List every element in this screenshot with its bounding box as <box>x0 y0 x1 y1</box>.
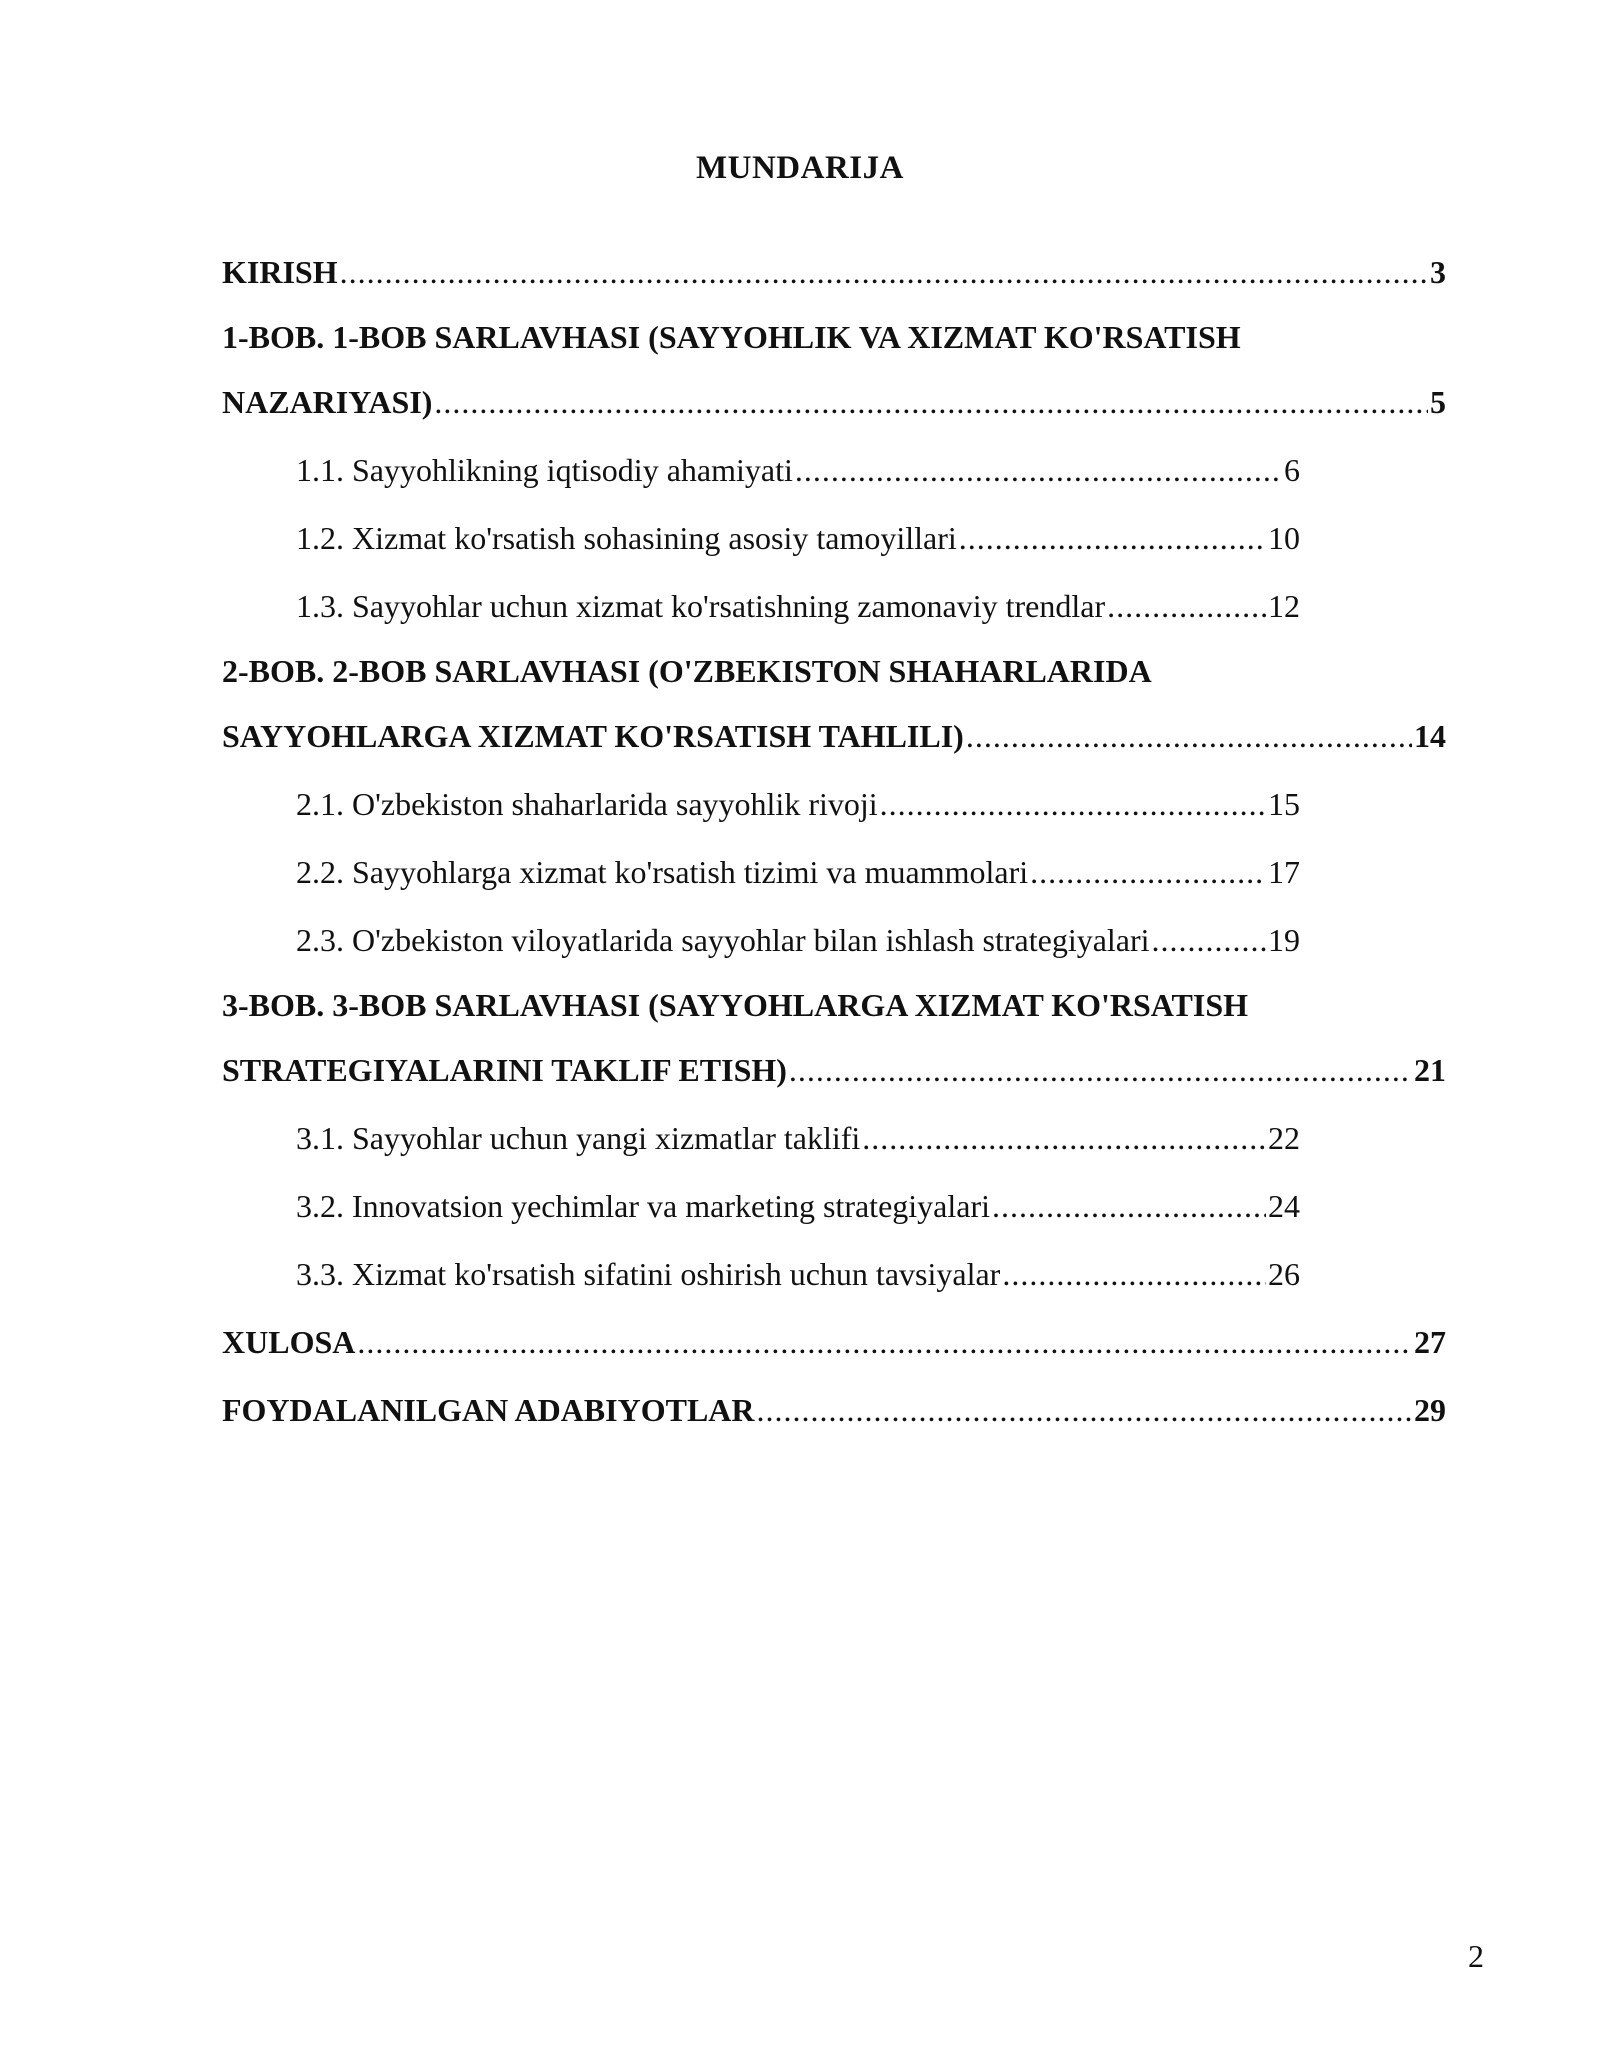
toc-entry-kirish[interactable] <box>222 238 1446 306</box>
toc-entry-label: 3.2. Innovatsion yechimlar va marketing strategiyalari <box>296 1188 990 1224</box>
toc-page-number: 29 <box>1414 1392 1446 1428</box>
toc-page-number: 12 <box>1268 588 1300 624</box>
toc-entry-label: 1.3. Sayyohlar uchun xizmat ko'rsatishning zamonaviy trendlar <box>296 588 1106 624</box>
toc-entry-label: 1.2. Xizmat ko'rsatish sohasining asosiy tamoyillari <box>296 520 957 556</box>
toc-page-number: 10 <box>1268 520 1300 556</box>
page-number: 2 <box>1468 1938 1484 1974</box>
toc-entry-chapter-3-line1[interactable] <box>222 974 1446 1036</box>
toc-page-number: 27 <box>1414 1324 1446 1360</box>
toc-page-number: 24 <box>1268 1188 1300 1224</box>
dot-leader <box>434 368 1428 436</box>
dot-leader <box>862 1104 1266 1172</box>
toc-entry-label: 1-BOB. 1-BOB SARLAVHASI (SAYYOHLIK VA XIZMAT KO'RSATISH <box>222 319 1241 355</box>
dot-leader <box>789 1036 1412 1104</box>
toc-page-number: 26 <box>1268 1256 1300 1292</box>
toc-page-number: 5 <box>1430 384 1446 420</box>
dot-leader <box>1152 906 1266 974</box>
toc-entry-label: 3.3. Xizmat ko'rsatish sifatini oshirish uchun tavsiyalar <box>296 1256 1001 1292</box>
toc-entry-1-1[interactable] <box>222 436 1300 504</box>
toc-entry-label: XULOSA <box>222 1324 356 1360</box>
dot-leader <box>340 238 1428 306</box>
toc-entry-2-3[interactable] <box>222 906 1300 974</box>
toc-entry-label: 2-BOB. 2-BOB SARLAVHASI (O'ZBEKISTON SHAHARLARIDA <box>222 653 1152 689</box>
toc-entry-label: 3.1. Sayyohlar uchun yangi xizmatlar taklifi <box>296 1120 861 1156</box>
toc-entry-chapter-2[interactable] <box>222 702 1446 770</box>
toc-entry-label: SAYYOHLARGA XIZMAT KO'RSATISH TAHLILI) <box>222 718 964 754</box>
toc-page-number: 6 <box>1284 452 1300 488</box>
toc-entry-2-2[interactable] <box>222 838 1300 906</box>
dot-leader <box>1107 572 1266 640</box>
toc-page-number: 3 <box>1430 254 1446 290</box>
toc-entry-label: NAZARIYASI) <box>222 384 433 420</box>
toc-entry-label: 2.1. O'zbekiston shaharlarida sayyohlik rivoji <box>296 786 878 822</box>
toc-entry-label: 3-BOB. 3-BOB SARLAVHASI (SAYYOHLARGA XIZMAT KO'RSATISH <box>222 987 1248 1023</box>
toc-page-number: 21 <box>1414 1052 1446 1088</box>
dot-leader <box>1030 838 1266 906</box>
toc-page-number: 15 <box>1268 786 1300 822</box>
toc-entry-chapter-2-line1[interactable] <box>222 640 1446 702</box>
toc-entry-label: STRATEGIYALARINI TAKLIF ETISH) <box>222 1052 787 1088</box>
toc-page-number: 19 <box>1268 922 1300 958</box>
dot-leader <box>880 770 1266 838</box>
toc-entry-label: 1.1. Sayyohlikning iqtisodiy ahamiyati <box>296 452 793 488</box>
toc-entry-3-2[interactable] <box>222 1172 1300 1240</box>
toc-page-number: 22 <box>1268 1120 1300 1156</box>
dot-leader <box>357 1308 1412 1376</box>
toc-entry-references[interactable] <box>222 1376 1446 1444</box>
toc-entry-1-3[interactable] <box>222 572 1300 640</box>
toc-entry-chapter-1-line1[interactable] <box>222 306 1446 368</box>
table-of-contents <box>222 238 1446 1444</box>
toc-entry-1-2[interactable] <box>222 504 1300 572</box>
toc-entry-chapter-1[interactable] <box>222 368 1446 436</box>
toc-entry-2-1[interactable] <box>222 770 1300 838</box>
toc-entry-xulosa[interactable] <box>222 1308 1446 1376</box>
toc-entry-label: FOYDALANILGAN ADABIYOTLAR <box>222 1392 755 1428</box>
dot-leader <box>1002 1240 1266 1308</box>
toc-page-number: 17 <box>1268 854 1300 890</box>
dot-leader <box>966 702 1412 770</box>
dot-leader <box>757 1376 1413 1444</box>
dot-leader <box>959 504 1266 572</box>
dot-leader <box>992 1172 1266 1240</box>
page-title: MUNDARIJA <box>696 150 904 186</box>
toc-entry-3-1[interactable] <box>222 1104 1300 1172</box>
toc-entry-label: 2.2. Sayyohlarga xizmat ko'rsatish tizimi va muammolari <box>296 854 1029 890</box>
dot-leader <box>795 436 1282 504</box>
toc-entry-label: 2.3. O'zbekiston viloyatlarida sayyohlar bilan ishlash strategiyalari <box>296 922 1150 958</box>
toc-entry-chapter-3[interactable] <box>222 1036 1446 1104</box>
toc-page-number: 14 <box>1414 718 1446 754</box>
toc-entry-label: KIRISH <box>222 254 338 290</box>
toc-entry-3-3[interactable] <box>222 1240 1300 1308</box>
